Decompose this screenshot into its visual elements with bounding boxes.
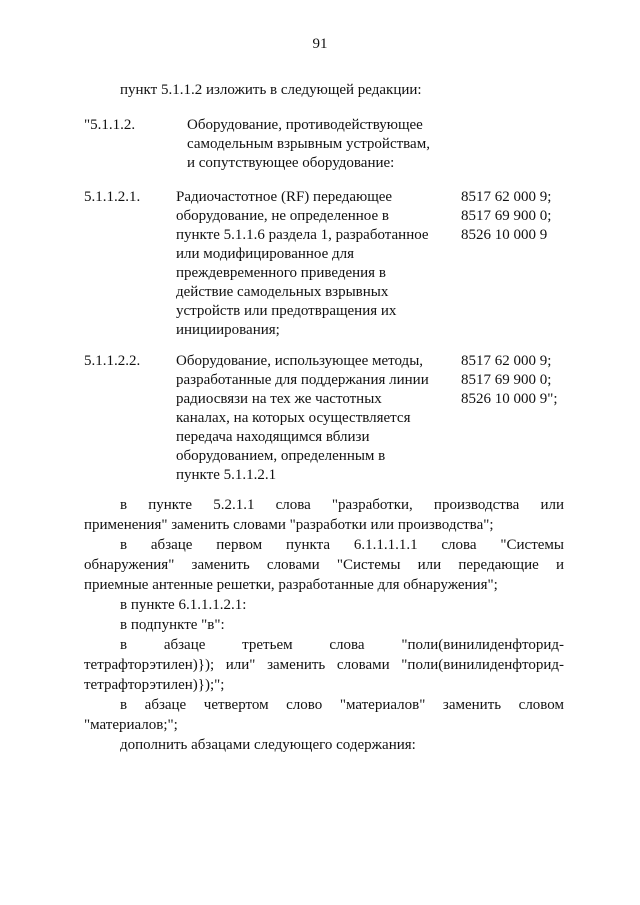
paragraph — [84, 615, 564, 635]
item-description-line: оборудование, не определенное в — [176, 208, 389, 224]
page-number: 91 — [312, 36, 328, 52]
body-paragraphs — [84, 495, 564, 755]
item-description-line: передача находящимся вблизи — [176, 429, 370, 445]
item-description — [176, 188, 476, 340]
item-description-line: пункте 5.1.1.2.1 — [176, 467, 277, 483]
tn-code: 8517 62 000 9; — [461, 353, 552, 369]
paragraph-line: тетрафторэтилен)}); или" заменить словами "поли(винилиденфторид- — [84, 657, 564, 673]
item-description-line: разработанные для поддержания линии — [176, 372, 429, 388]
item-description-line: устройств или предотвращения их — [176, 303, 397, 319]
paragraph-line: в абзаце четвертом слово "материалов" заменить словом — [120, 697, 564, 713]
paragraph-line: в абзаце первом пункта 6.1.1.1.1.1 слова "Системы — [120, 537, 564, 553]
paragraph-line: обнаружения" заменить словами "Системы или передающие и — [84, 557, 564, 573]
tn-code: 8526 10 000 9 — [461, 227, 548, 243]
section-title-line: самодельным взрывным устройствам, — [187, 136, 430, 152]
item-description-line: преждевременного приведения в — [176, 265, 386, 281]
item-tn-codes — [461, 352, 581, 409]
item-description-line: или модифицированное для — [176, 246, 355, 262]
item-tn-codes — [461, 188, 581, 245]
item-description-line: пункте 5.1.1.6 раздела 1, разработанное — [176, 227, 429, 243]
item-description-line: действие самодельных взрывных — [176, 284, 389, 300]
paragraph — [84, 695, 564, 735]
paragraph-line: в абзаце третьем слова "поли(винилиденфторид- — [120, 637, 564, 653]
item-description-line: Радиочастотное (RF) передающее — [176, 189, 393, 205]
paragraph-line: "материалов;"; — [84, 717, 178, 733]
paragraph-line: тетрафторэтилен)});"; — [84, 677, 225, 693]
paragraph — [84, 735, 564, 755]
section-code: "5.1.1.2. — [84, 117, 136, 133]
item-description — [176, 352, 476, 485]
paragraph — [84, 495, 564, 535]
paragraph — [84, 595, 564, 615]
paragraph-line: в пункте 6.1.1.1.2.1: — [120, 597, 247, 613]
paragraph — [84, 635, 564, 695]
intro-text: пункт 5.1.1.2 изложить в следующей редакции: — [120, 82, 422, 98]
section-title-line: Оборудование, противодействующее — [187, 117, 423, 133]
item-description-line: каналах, на которых осуществляется — [176, 410, 411, 426]
item-code: 5.1.1.2.2. — [84, 353, 141, 369]
paragraph — [84, 535, 564, 595]
item-description-line: оборудованием, определенным в — [176, 448, 386, 464]
item-code: 5.1.1.2.1. — [84, 189, 141, 205]
item-description-line: инициирования; — [176, 322, 280, 338]
item-description-line: Оборудование, использующее методы, — [176, 353, 424, 369]
tn-code: 8517 69 900 0; — [461, 372, 552, 388]
paragraph-line: приемные антенные решетки, разработанные для обнаружения"; — [84, 577, 498, 593]
paragraph-line: применения" заменить словами "разработки или производства"; — [84, 517, 494, 533]
tn-code: 8517 69 900 0; — [461, 208, 552, 224]
paragraph-line: дополнить абзацами следующего содержания: — [120, 737, 416, 753]
section-title-line: и сопутствующее оборудование: — [187, 155, 395, 171]
tn-code: 8526 10 000 9"; — [461, 391, 558, 407]
tn-code: 8517 62 000 9; — [461, 189, 552, 205]
item-description-line: радиосвязи на тех же частотных — [176, 391, 382, 407]
section-title — [187, 116, 487, 173]
paragraph-line: в подпункте "в": — [120, 617, 225, 633]
paragraph-line: в пункте 5.2.1.1 слова "разработки, производства или — [120, 497, 564, 513]
